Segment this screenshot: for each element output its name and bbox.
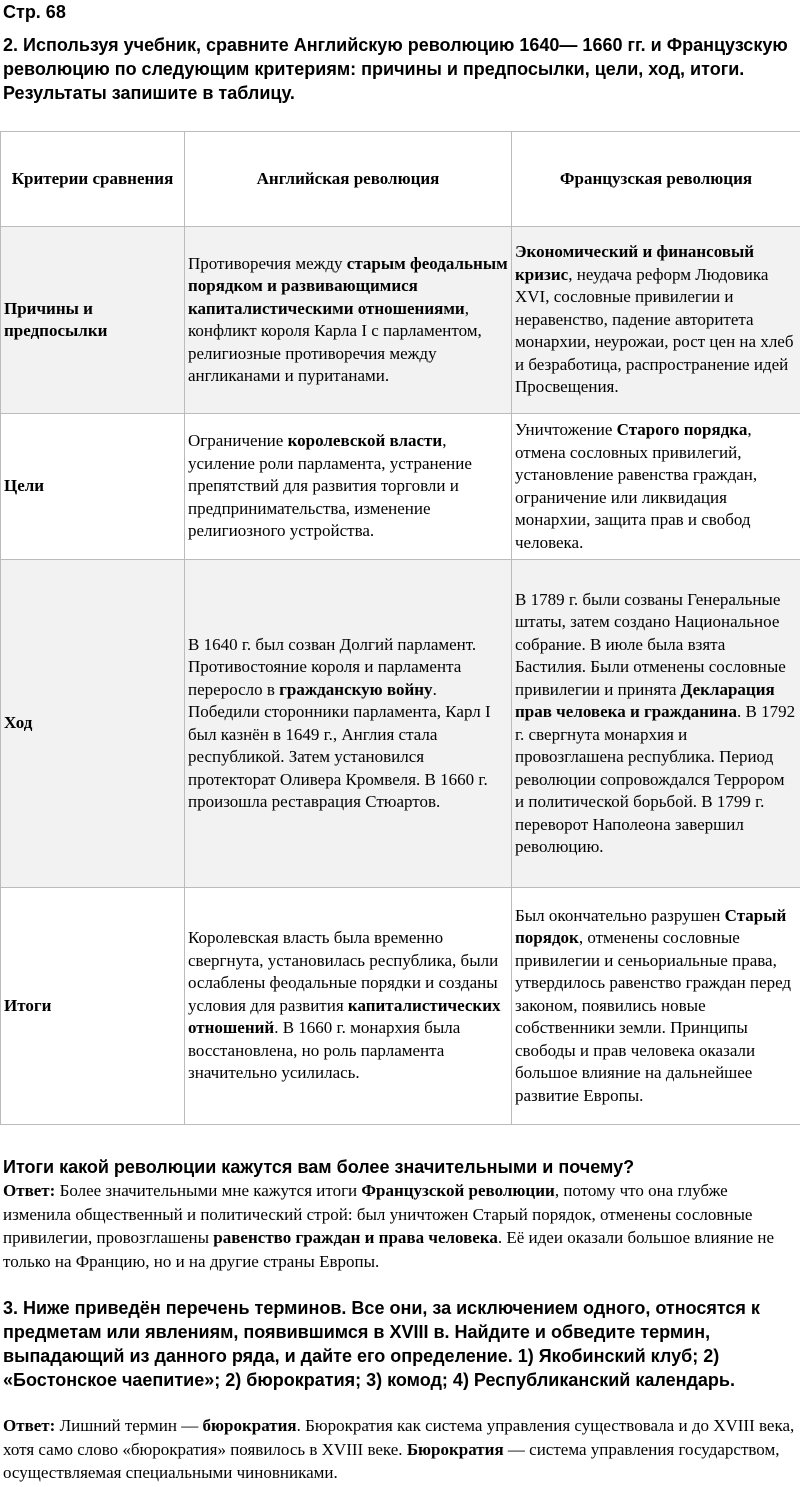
page-number: Стр. 68 bbox=[3, 2, 66, 22]
task-2-prompt: 2. Используя учебник, сравните Английскую революцию 1640— 1660 гг. и Французскую революцию по следующим критериям: причины и предпосылки, цели, ход, итоги. Результаты запишите в таблицу. bbox=[3, 35, 788, 103]
text-run: , конфликт короля Карла I с парламентом, религиозные противоречия между англиканами и пуританами. bbox=[188, 298, 482, 385]
text-run: , неудача реформ Людовика XVI, сословные привилегии и неравенство, падение авторитета монархии, неурожаи, рост цен на хлеб и безработица, распространение идей Просвещения. bbox=[515, 264, 794, 397]
text-run: . Бюрократия как система управления существовала и до XVIII века, хотя само слово «бюрократия» появилось в XVIII веке. bbox=[3, 1416, 795, 1459]
table-row bbox=[1, 888, 800, 1125]
text-run: , потому что она глубже изменила общественный и политический строй: был уничтожен Старый порядок, отменены сословные привилегии, провозглашены bbox=[3, 1181, 753, 1247]
text-run: В 1789 г. были созваны Генеральные штаты, затем создано Национальное собрание. В июле была взята Бастилия. Были отменены сословные привилегии и принята bbox=[515, 589, 786, 699]
text-run: , усиление роли парламента, устранение препятствий для развития торговли и предпринимательства, изменение религиозного устройства. bbox=[188, 431, 472, 541]
header-french: Французская революция bbox=[512, 132, 800, 227]
english-cell bbox=[185, 560, 512, 888]
answer-3 bbox=[3, 1414, 798, 1485]
task-3-prompt: 3. Ниже приведён перечень терминов. Все они, за исключением одного, относятся к предметам или явлениям, появившимся в XVIII в. Найдите и обведите термин, выпадающий из данного ряда, и дайте его определение. 1) Якобинский клуб; 2) «Бостонское чаепитие»; 2) бюрократия; 3) комод; 4) Республиканский календарь. bbox=[3, 1298, 760, 1390]
criterion-cell: Итоги bbox=[1, 888, 185, 1125]
criterion-cell: Причины и предпосылки bbox=[1, 227, 185, 414]
question-1: Итоги какой революции кажутся вам более значительными и почему? bbox=[3, 1157, 635, 1177]
bold-text: равенство граждан и права человека bbox=[213, 1228, 498, 1247]
answer-1 bbox=[3, 1179, 798, 1273]
bold-text: Декларация прав человека и гражданина bbox=[515, 679, 775, 721]
text-run: Уничтожение bbox=[515, 420, 617, 439]
text-run: . Победили сторонники парламента, Карл I был казнён в 1649 г., Англия стала республикой. Затем установился протекторат Оливера Кромвеля. В 1660 г. произошла реставрация Стюартов. bbox=[188, 679, 491, 811]
bold-text: королевской власти bbox=[287, 431, 443, 451]
criterion-cell: Ход bbox=[1, 560, 185, 888]
criterion-cell: Цели bbox=[1, 414, 185, 560]
english-cell bbox=[185, 888, 512, 1125]
french-cell bbox=[512, 560, 800, 888]
text-run: Королевская власть была временно свергнута, установилась республика, были ослаблены феодальные порядки и созданы условия для развития bbox=[188, 928, 499, 1015]
table-row bbox=[1, 414, 800, 560]
english-cell bbox=[185, 227, 512, 414]
header-english: Английская революция bbox=[185, 132, 512, 227]
text-run: Лишний термин — bbox=[55, 1416, 203, 1435]
english-cell bbox=[185, 414, 512, 560]
french-cell bbox=[512, 227, 800, 414]
bold-text: бюрократия bbox=[202, 1416, 297, 1435]
bold-text: Старого порядка bbox=[616, 420, 748, 439]
bold-text: Старый порядок bbox=[515, 905, 787, 948]
table-row bbox=[1, 227, 800, 414]
comparison-table bbox=[0, 131, 800, 1125]
text-run: . В 1660 г. монархия была восстановлена, но роль парламента значительно усилилась. bbox=[188, 1018, 461, 1083]
table-header-row bbox=[1, 132, 800, 227]
text-run: В 1640 г. был созван Долгий парламент. Противостояние короля и парламента переросло в bbox=[188, 634, 477, 699]
text-run: . В 1792 г. свергнута монархия и провозглашена республика. Период революции сопровождался Террором и политической борьбой. В 1799 г. переворот Наполеона завершил революцию. bbox=[515, 702, 796, 856]
text-run: — система управления государством, осуществляемая специальными чиновниками. bbox=[3, 1439, 780, 1482]
text-run: Ограничение bbox=[188, 431, 288, 451]
bold-text: старым феодальным порядком и развивающимися капиталистическими отношениями bbox=[188, 253, 508, 318]
text-run: , отменены сословные привилегии и сеньориальные права, утвердилось равенство граждан перед законом, появились новые собственники земли. Принципы свободы и прав человека оказали большое влияние на дальнейшее развитие Европы. bbox=[515, 928, 792, 1105]
text-run: Противоречия между bbox=[188, 253, 347, 273]
header-criteria: Критерии сравнения bbox=[1, 132, 185, 227]
text-run: Был окончательно разрушен bbox=[515, 905, 725, 925]
french-cell bbox=[512, 888, 800, 1125]
text-run: Более значительными мне кажутся итоги bbox=[55, 1181, 362, 1200]
bold-text: Бюрократия bbox=[406, 1439, 504, 1459]
bold-text: Ответ: bbox=[3, 1181, 56, 1200]
text-run: , отмена сословных привилегий, установление равенства граждан, ограничение или ликвидация монархии, защита прав и свобод человека. bbox=[515, 420, 758, 552]
french-cell bbox=[512, 414, 800, 560]
text-run: . Её идеи оказали большое влияние не только на Францию, но и на другие страны Европы. bbox=[3, 1228, 775, 1271]
bold-text: Экономический и финансовый кризис bbox=[515, 242, 755, 284]
table-row bbox=[1, 560, 800, 888]
bold-text: гражданскую войну bbox=[279, 679, 433, 699]
bold-text: капиталистических отношений bbox=[188, 995, 501, 1038]
bold-text: Французской революции bbox=[361, 1181, 555, 1200]
bold-text: Ответ: bbox=[3, 1416, 56, 1435]
